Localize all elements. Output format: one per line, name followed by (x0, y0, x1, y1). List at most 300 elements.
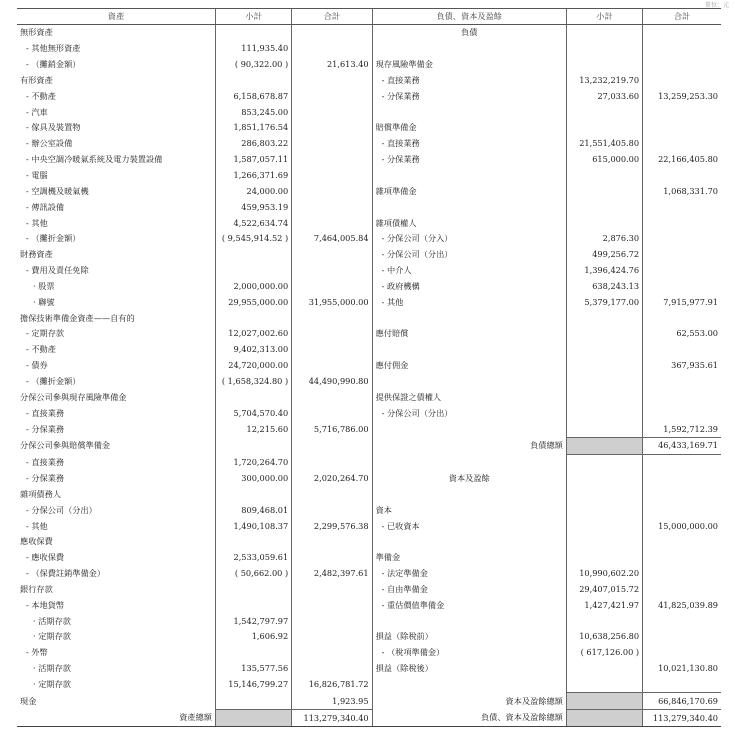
liability-total (643, 342, 721, 358)
table-row (17, 152, 721, 168)
table-row (17, 279, 721, 295)
asset-total (292, 136, 372, 152)
liability-total (643, 471, 721, 487)
table-row (17, 183, 721, 199)
asset-subtotal (215, 645, 291, 661)
liability-subtotal: 615,000.00 (566, 152, 642, 168)
liability-total (643, 566, 721, 582)
asset-total: 7,464,005.84 (292, 231, 372, 247)
liability-subtotal (566, 677, 642, 693)
header-subtotal-left: 小計 (215, 9, 291, 25)
asset-subtotal: 2,000,000.00 (215, 279, 291, 295)
asset-label: - 中央空調冷暖氣系統及電力裝置設備 (26, 154, 163, 165)
liability-label: 現存風險準備金 (372, 57, 566, 73)
liability-total (643, 405, 721, 421)
asset-subtotal (215, 73, 291, 89)
liability-total (643, 199, 721, 215)
table-row (17, 613, 721, 629)
header-subtotal-right: 小計 (566, 9, 642, 25)
liability-label (372, 613, 566, 629)
asset-subtotal: 1,851,176.54 (215, 120, 291, 136)
asset-subtotal: 1,490,108.37 (215, 518, 291, 534)
liability-label: - 政府機構 (372, 279, 566, 295)
table-row (17, 247, 721, 263)
table-row (17, 88, 721, 104)
liability-total: 1,068,331.70 (643, 183, 721, 199)
asset-subtotal (215, 693, 291, 710)
asset-total (292, 25, 372, 41)
asset-total (292, 597, 372, 613)
liability-subtotal: 21,551,405.80 (566, 136, 642, 152)
table-row (17, 645, 721, 661)
asset-total (292, 389, 372, 405)
liability-label: 賠償準備金 (372, 120, 566, 136)
asset-label: - 不動產 (26, 344, 56, 355)
liability-total (643, 57, 721, 73)
asset-label: 雜項債務人 (20, 488, 61, 499)
unit-note: 單位：元 (704, 2, 729, 9)
liability-subtotal: 638,243.13 (566, 279, 642, 295)
liability-label: - 中介人 (372, 263, 566, 279)
asset-subtotal (215, 582, 291, 598)
asset-subtotal: 286,803.22 (215, 136, 291, 152)
liability-total (643, 613, 721, 629)
liability-subtotal (566, 502, 642, 518)
asset-subtotal: 4,522,634.74 (215, 215, 291, 231)
liability-label: 雜項準備金 (372, 183, 566, 199)
asset-total: 44,490,990.80 (292, 374, 372, 390)
liability-label: 準備金 (372, 550, 566, 566)
asset-total (292, 502, 372, 518)
liability-subtotal (566, 358, 642, 374)
liability-subtotal (566, 550, 642, 566)
liability-subtotal: 13,232,219.70 (566, 73, 642, 89)
asset-subtotal: 24,000.00 (215, 183, 291, 199)
asset-subtotal: ( 1,658,324.80 ) (215, 374, 291, 390)
liability-label (372, 342, 566, 358)
asset-total (292, 88, 372, 104)
asset-total: 2,020,264.70 (292, 471, 372, 487)
asset-subtotal: 1,720,264.70 (215, 454, 291, 470)
asset-label: - 分保業務 (26, 473, 65, 484)
asset-total (292, 168, 372, 184)
liability-subtotal (566, 534, 642, 550)
liability-label (372, 534, 566, 550)
liability-subtotal (566, 310, 642, 326)
liability-subtotal (566, 120, 642, 136)
liability-subtotal (566, 471, 642, 487)
liability-total: 367,935.61 (643, 358, 721, 374)
asset-label: - 電腦 (26, 170, 48, 181)
asset-subtotal (215, 25, 291, 41)
liability-subtotal (566, 437, 642, 454)
asset-subtotal (215, 486, 291, 502)
table-row (17, 310, 721, 326)
table-row (17, 389, 721, 405)
asset-subtotal: ( 50,662.00 ) (215, 566, 291, 582)
liability-total: 62,553.00 (643, 326, 721, 342)
asset-label: 分保公司參與賠償準備金 (20, 440, 111, 451)
liability-label: 損益（除稅後） (372, 661, 566, 677)
table-row (17, 518, 721, 534)
liability-total (643, 73, 721, 89)
asset-total: 2,299,576.38 (292, 518, 372, 534)
table-row (17, 199, 721, 215)
asset-label: 銀行存款 (20, 583, 53, 594)
asset-subtotal: 5,704,570.40 (215, 405, 291, 421)
table-header-row (17, 9, 721, 25)
asset-subtotal: 809,468.01 (215, 502, 291, 518)
table-row (17, 661, 721, 677)
asset-label: - 其他 (26, 520, 48, 531)
table-row (17, 73, 721, 89)
liability-label (372, 41, 566, 57)
asset-label: - 應收保費 (26, 552, 65, 563)
liability-label: - 自由準備金 (372, 582, 566, 598)
liability-subtotal (566, 518, 642, 534)
liability-total (643, 454, 721, 470)
liability-label: - 分保公司（分出） (372, 247, 566, 263)
table-row (17, 168, 721, 184)
table-row (17, 215, 721, 231)
liability-total (643, 25, 721, 41)
liability-label: - 法定準備金 (372, 566, 566, 582)
asset-label: · 活期存款 (33, 615, 71, 626)
liability-subtotal: 10,990,602.20 (566, 566, 642, 582)
asset-subtotal (215, 389, 291, 405)
liability-label: - 重估價值準備金 (372, 597, 566, 613)
liability-total (643, 534, 721, 550)
asset-label: 財務資產 (20, 249, 53, 260)
liability-total (643, 247, 721, 263)
asset-total (292, 199, 372, 215)
table-row (17, 597, 721, 613)
asset-total (292, 104, 372, 120)
table-row (17, 677, 721, 693)
asset-total (292, 661, 372, 677)
header-assets: 資產 (17, 9, 215, 25)
liability-subtotal (566, 693, 642, 710)
asset-label: - 汽車 (26, 106, 48, 117)
asset-label: 現金 (20, 695, 37, 706)
table-row (17, 25, 721, 41)
liability-total (643, 104, 721, 120)
liability-label (372, 421, 566, 437)
liability-subtotal: 499,256.72 (566, 247, 642, 263)
liability-total (643, 120, 721, 136)
asset-total (292, 279, 372, 295)
asset-subtotal (215, 710, 291, 727)
table-row (17, 104, 721, 120)
asset-subtotal: 135,577.56 (215, 661, 291, 677)
asset-total (292, 41, 372, 57)
liability-label: - 已收資本 (372, 518, 566, 534)
asset-label: 資產總額 (17, 710, 215, 727)
asset-total (292, 358, 372, 374)
table-row (17, 120, 721, 136)
asset-total: 1,923.95 (292, 693, 372, 710)
asset-label: - （攤折金額） (26, 375, 81, 386)
asset-total (292, 215, 372, 231)
asset-label: 擔保技術準備金資產——自有的 (20, 312, 135, 323)
asset-label: - 債券 (26, 360, 48, 371)
liability-label (372, 104, 566, 120)
table-row (17, 534, 721, 550)
liability-subtotal (566, 215, 642, 231)
liability-subtotal: 5,379,177.00 (566, 294, 642, 310)
liability-label: 資本 (372, 502, 566, 518)
asset-label: - 其他 (26, 217, 48, 228)
asset-total (292, 534, 372, 550)
table-row (17, 405, 721, 421)
asset-subtotal: 2,533,059.61 (215, 550, 291, 566)
asset-subtotal: 29,955,000.00 (215, 294, 291, 310)
table-row (17, 342, 721, 358)
asset-subtotal: 111,935.40 (215, 41, 291, 57)
asset-total: 16,826,781.72 (292, 677, 372, 693)
liability-label: 提供保證之債權人 (372, 389, 566, 405)
liability-label: 損益（除稅前） (372, 629, 566, 645)
liability-subtotal: ( 617,126.00 ) (566, 645, 642, 661)
table-row (17, 471, 721, 487)
liability-total (643, 389, 721, 405)
asset-total: 31,955,000.00 (292, 294, 372, 310)
asset-label: - 直接業務 (26, 407, 65, 418)
asset-total: 2,482,397.61 (292, 566, 372, 582)
liability-label: 負債 (372, 25, 566, 41)
asset-label: · 定期存款 (33, 631, 71, 642)
liability-total: 22,166,405.80 (643, 152, 721, 168)
header-total-left: 合計 (292, 9, 372, 25)
asset-subtotal: 1,542,797.97 (215, 613, 291, 629)
asset-label: · 股票 (33, 280, 55, 291)
liability-label (372, 374, 566, 390)
liability-label (372, 199, 566, 215)
liability-label (372, 310, 566, 326)
liability-subtotal (566, 342, 642, 358)
liability-subtotal (566, 486, 642, 502)
liability-subtotal: 1,427,421.97 (566, 597, 642, 613)
asset-total (292, 73, 372, 89)
asset-label: - 直接業務 (26, 456, 65, 467)
table-row (17, 437, 721, 454)
liability-label: 資本及盈餘總額 (372, 693, 566, 710)
liability-total (643, 310, 721, 326)
liability-label: - 直接業務 (372, 136, 566, 152)
asset-subtotal: 24,720,000.00 (215, 358, 291, 374)
liability-label: 負債總額 (372, 437, 566, 454)
table-row (17, 486, 721, 502)
liability-label: 負債、資本及盈餘總額 (372, 710, 566, 727)
asset-label: - （保費註銷準備金） (26, 568, 106, 579)
table-row (17, 231, 721, 247)
liability-total (643, 136, 721, 152)
asset-subtotal: ( 9,545,914.52 ) (215, 231, 291, 247)
asset-label: - （攤銷金額） (26, 59, 81, 70)
asset-total (292, 437, 372, 454)
liability-label (372, 454, 566, 470)
liability-total: 46,433,169.71 (643, 437, 721, 454)
liability-total: 13,259,253.30 (643, 88, 721, 104)
liability-total (643, 502, 721, 518)
asset-total (292, 613, 372, 629)
liability-subtotal (566, 104, 642, 120)
liability-total (643, 629, 721, 645)
table-row (17, 502, 721, 518)
balance-sheet-table (17, 8, 721, 727)
asset-label: - 傢具及裝置物 (26, 122, 81, 133)
liability-label: 應付佣金 (372, 358, 566, 374)
asset-subtotal: 459,953.19 (215, 199, 291, 215)
liability-total: 113,279,340.40 (643, 710, 721, 727)
asset-label: 有形資產 (20, 74, 53, 85)
liability-total: 15,000,000.00 (643, 518, 721, 534)
table-row (17, 566, 721, 582)
liability-subtotal (566, 454, 642, 470)
asset-subtotal (215, 534, 291, 550)
liability-total: 1,592,712.39 (643, 421, 721, 437)
liability-label: - 分保公司（分出） (372, 405, 566, 421)
liability-total (643, 263, 721, 279)
asset-subtotal (215, 310, 291, 326)
asset-total (292, 550, 372, 566)
asset-total (292, 582, 372, 598)
asset-subtotal: 1,606.92 (215, 629, 291, 645)
liability-total (643, 645, 721, 661)
liability-subtotal (566, 389, 642, 405)
liability-total: 10,021,130.80 (643, 661, 721, 677)
table-row (17, 326, 721, 342)
asset-label: - 空調機及暖氣機 (26, 185, 89, 196)
asset-subtotal (215, 263, 291, 279)
asset-label: - 分保業務 (26, 423, 65, 434)
liability-total: 66,846,170.69 (643, 693, 721, 710)
asset-subtotal: 1,266,371.69 (215, 168, 291, 184)
asset-subtotal: 853,245.00 (215, 104, 291, 120)
table-row (17, 550, 721, 566)
asset-label: - 分保公司（分出） (26, 504, 97, 515)
table-row (17, 294, 721, 310)
asset-label: 無形資產 (20, 27, 53, 38)
asset-label: · 活期存款 (33, 663, 71, 674)
liability-label: - 分保業務 (372, 152, 566, 168)
table-row (17, 582, 721, 598)
asset-total (292, 342, 372, 358)
liability-subtotal (566, 613, 642, 629)
asset-subtotal (215, 247, 291, 263)
liability-total (643, 231, 721, 247)
liability-subtotal: 27,033.60 (566, 88, 642, 104)
asset-total: 113,279,340.40 (292, 710, 372, 727)
liability-label (372, 168, 566, 184)
asset-subtotal: 1,587,057.11 (215, 152, 291, 168)
liability-label: 資本及盈餘 (372, 471, 566, 487)
table-row (17, 41, 721, 57)
asset-total (292, 326, 372, 342)
liability-total (643, 550, 721, 566)
asset-label: - 不動產 (26, 90, 56, 101)
liability-label (372, 677, 566, 693)
asset-total (292, 183, 372, 199)
liability-subtotal (566, 199, 642, 215)
liability-total (643, 215, 721, 231)
liability-total (643, 168, 721, 184)
table-row (17, 358, 721, 374)
liability-subtotal (566, 25, 642, 41)
asset-total (292, 152, 372, 168)
liability-subtotal: 1,396,424.76 (566, 263, 642, 279)
liability-subtotal (566, 168, 642, 184)
liability-total: 7,915,977.91 (643, 294, 721, 310)
asset-subtotal: 9,402,313.00 (215, 342, 291, 358)
asset-label: - 其他無形資產 (26, 43, 81, 54)
asset-total: 21,613.40 (292, 57, 372, 73)
asset-label: - 費用及責任免除 (26, 265, 89, 276)
liability-label: 應付賠償 (372, 326, 566, 342)
liability-total (643, 374, 721, 390)
table-row (17, 136, 721, 152)
liability-total (643, 582, 721, 598)
asset-label: - 外幣 (26, 647, 48, 658)
liability-subtotal (566, 57, 642, 73)
asset-subtotal: ( 90,322.00 ) (215, 57, 291, 73)
liability-label: - 其他 (372, 294, 566, 310)
asset-label: 分保公司參與現存風險準備金 (20, 391, 127, 402)
header-liabilities: 負債、資本及盈餘 (372, 9, 566, 25)
asset-total (292, 247, 372, 263)
asset-label: - 本地貨幣 (26, 599, 65, 610)
liability-total (643, 486, 721, 502)
table-row (17, 57, 721, 73)
liability-subtotal: 10,638,256.80 (566, 629, 642, 645)
table-row (17, 421, 721, 437)
asset-total: 5,716,786.00 (292, 421, 372, 437)
asset-total (292, 310, 372, 326)
table-row (17, 454, 721, 470)
liability-subtotal (566, 41, 642, 57)
asset-total (292, 454, 372, 470)
table-row (17, 374, 721, 390)
liability-label: - 分保業務 (372, 88, 566, 104)
asset-total (292, 405, 372, 421)
asset-label: · 聯號 (33, 296, 55, 307)
liability-label: - 直接業務 (372, 73, 566, 89)
asset-label: - 定期存款 (26, 328, 65, 339)
asset-label: - （攤折金額） (26, 233, 81, 244)
asset-total (292, 120, 372, 136)
liability-label: 雜項債權人 (372, 215, 566, 231)
asset-subtotal (215, 437, 291, 454)
asset-subtotal: 15,146,799.27 (215, 677, 291, 693)
asset-total (292, 645, 372, 661)
asset-subtotal: 6,158,678.87 (215, 88, 291, 104)
liability-subtotal (566, 326, 642, 342)
asset-total (292, 486, 372, 502)
liability-total (643, 677, 721, 693)
liability-label (372, 486, 566, 502)
liability-subtotal: 2,876.30 (566, 231, 642, 247)
liability-total: 41,825,039.89 (643, 597, 721, 613)
asset-subtotal (215, 597, 291, 613)
liability-total (643, 279, 721, 295)
liability-subtotal (566, 405, 642, 421)
asset-subtotal: 12,027,002.60 (215, 326, 291, 342)
liability-total (643, 41, 721, 57)
asset-label: · 定期存款 (33, 679, 71, 690)
liability-subtotal (566, 421, 642, 437)
liability-subtotal (566, 661, 642, 677)
liability-subtotal (566, 710, 642, 727)
